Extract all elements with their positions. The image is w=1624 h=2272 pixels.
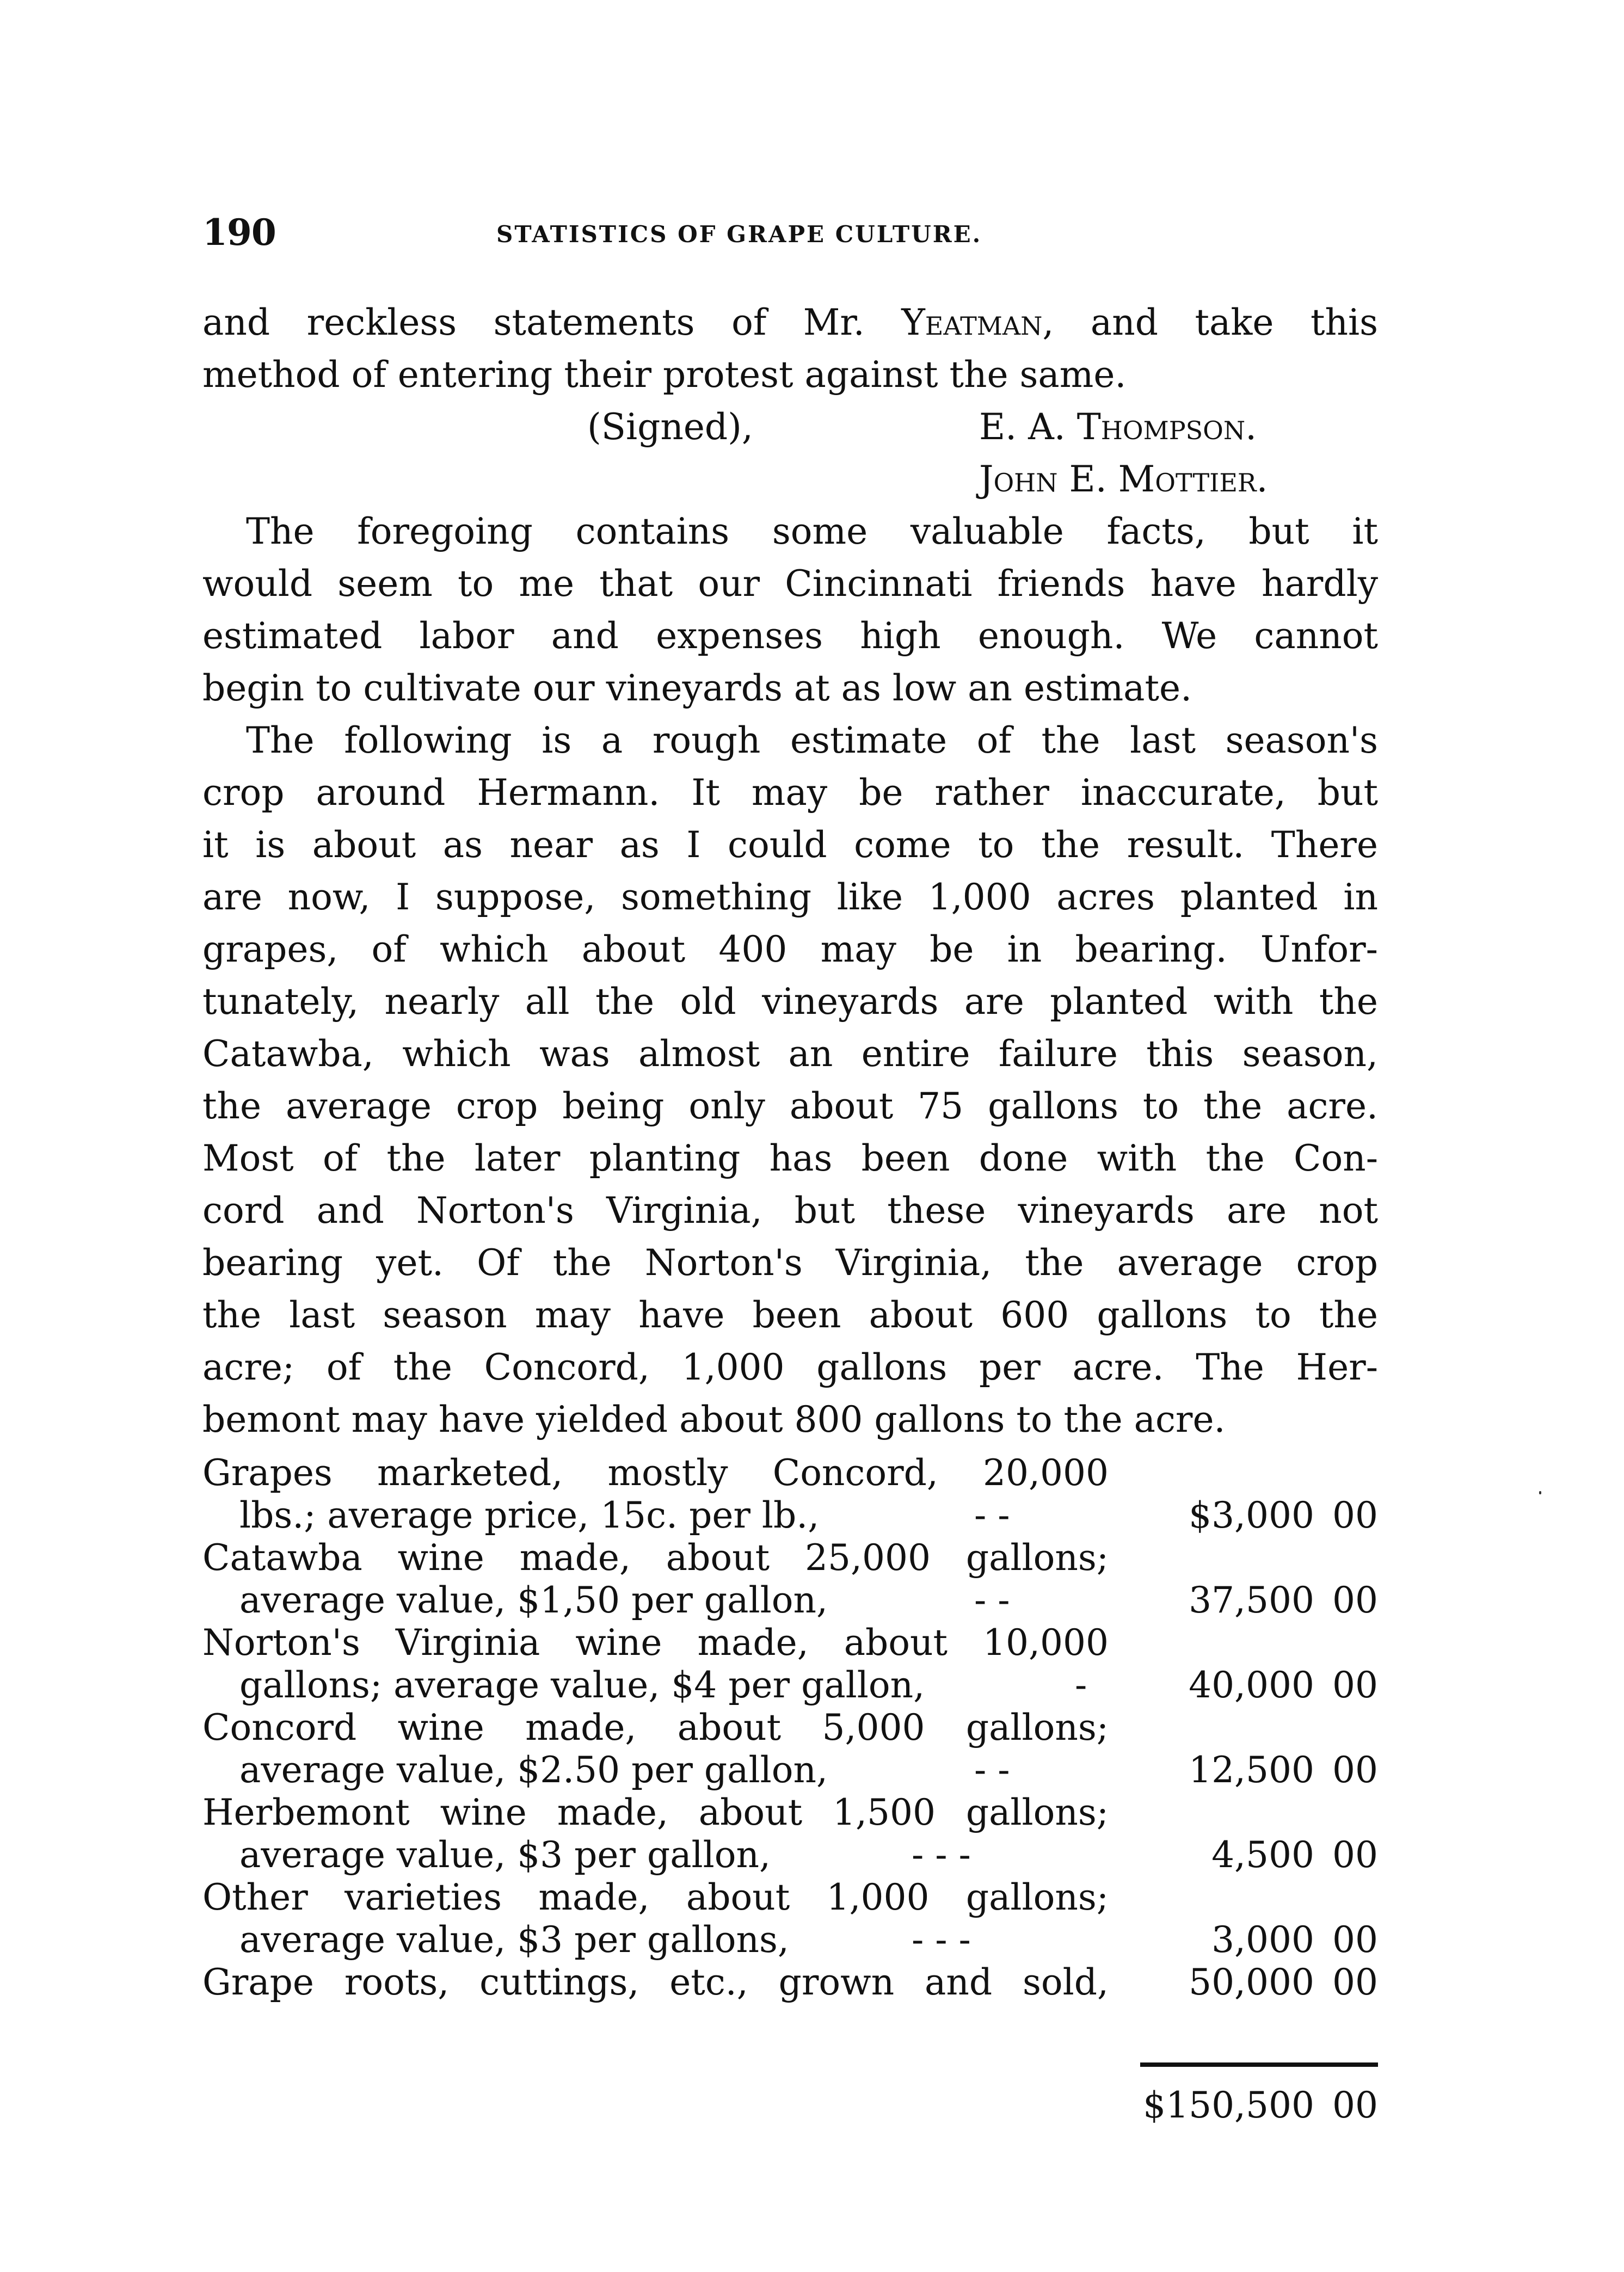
row-amount bbox=[1132, 1834, 1378, 1876]
paragraph-line: bearing yet. Of the Norton's Virginia, the average crop bbox=[202, 1242, 1378, 1284]
dot-leader: - - bbox=[974, 1579, 1010, 1621]
continuation-line bbox=[202, 297, 1378, 349]
row-description: Norton's Virginia wine made, about 10,000 bbox=[202, 1622, 1109, 1664]
amount-cents: 00 bbox=[1332, 1494, 1378, 1536]
row-description: Grape roots, cuttings, etc., grown and sold, bbox=[202, 1961, 1109, 2003]
row-amount bbox=[1132, 1961, 1378, 2004]
paragraph-line: crop around Hermann. It may be rather inaccurate, but bbox=[202, 772, 1378, 814]
amount-cents: 00 bbox=[1332, 1664, 1378, 1706]
dot-leader: - - - bbox=[912, 1919, 971, 1961]
continuation-text: method of entering their protest against the same. bbox=[202, 354, 1127, 396]
amount-dollars: 4,500 bbox=[1211, 1834, 1315, 1876]
amount-dollars: $3,000 bbox=[1189, 1494, 1315, 1536]
row-description-cont: average value, $3 per gallon, bbox=[239, 1834, 771, 1876]
paragraph-line: bemont may have yielded about 800 gallons to the acre. bbox=[202, 1399, 1226, 1440]
print-speck bbox=[1539, 1491, 1541, 1494]
row-description-cont: average value, $1,50 per gallon, bbox=[239, 1579, 828, 1621]
signatory-name: John E. Mottier. bbox=[979, 458, 1268, 500]
dot-leader: - bbox=[1075, 1664, 1087, 1706]
amount-dollars: 50,000 bbox=[1189, 1961, 1315, 2003]
amount-dollars: 12,500 bbox=[1189, 1749, 1315, 1791]
amount-cents: 00 bbox=[1332, 1749, 1378, 1791]
running-head bbox=[202, 211, 1378, 255]
amount-dollars: 3,000 bbox=[1211, 1919, 1315, 1961]
surname-smallcaps: Yeatman bbox=[901, 301, 1043, 343]
row-amount bbox=[1132, 1749, 1378, 1791]
total-dollars: $150,500 bbox=[1143, 2084, 1315, 2126]
continuation-line bbox=[202, 349, 1378, 401]
row-description: Grapes marketed, mostly Concord, 20,000 bbox=[202, 1452, 1109, 1494]
amount-cents: 00 bbox=[1332, 1961, 1378, 2003]
paragraph-line: the last season may have been about 600 gallons to the bbox=[202, 1294, 1378, 1336]
amount-cents: 00 bbox=[1332, 1919, 1378, 1961]
row-description-cont: gallons; average value, $4 per gallon, bbox=[239, 1664, 925, 1706]
row-description-cont: average value, $3 per gallons, bbox=[239, 1919, 789, 1961]
page-number: 190 bbox=[202, 211, 276, 254]
row-description: Herbemont wine made, about 1,500 gallons; bbox=[202, 1791, 1109, 1833]
paragraph-line: it is about as near as I could come to the result. There bbox=[202, 824, 1378, 866]
paragraph-line: grapes, of which about 400 may be in bearing. Unfor- bbox=[202, 928, 1378, 970]
row-amount bbox=[1132, 1664, 1378, 1707]
signatory-name: E. A. Thompson. bbox=[979, 406, 1257, 448]
paragraph-line: cord and Norton's Virginia, but these vineyards are not bbox=[202, 1190, 1378, 1232]
paragraph-line: would seem to me that our Cincinnati friends have hardly bbox=[202, 563, 1378, 605]
row-description: Catawba wine made, about 25,000 gallons; bbox=[202, 1537, 1109, 1579]
row-description-cont: average value, $2.50 per gallon, bbox=[239, 1749, 828, 1791]
row-description-cont: lbs.; average price, 15c. per lb., bbox=[239, 1494, 820, 1536]
paragraph-line: are now, I suppose, something like 1,000 acres planted in bbox=[202, 876, 1378, 918]
paragraph-line: Catawba, which was almost an entire failure this season, bbox=[202, 1033, 1378, 1075]
row-description: Other varieties made, about 1,000 gallons; bbox=[202, 1876, 1109, 1918]
row-description: Concord wine made, about 5,000 gallons; bbox=[202, 1707, 1109, 1748]
continuation-text: and reckless statements of Mr. Yeatman, and take this bbox=[202, 301, 1379, 343]
running-title: STATISTICS OF GRAPE CULTURE. bbox=[496, 221, 982, 248]
paragraph-line: tunately, nearly all the old vineyards are planted with the bbox=[202, 981, 1378, 1023]
row-amount bbox=[1132, 1919, 1378, 1961]
amount-cents: 00 bbox=[1332, 1579, 1378, 1621]
paragraph-line: acre; of the Concord, 1,000 gallons per acre. The Her- bbox=[202, 1346, 1378, 1388]
row-amount bbox=[1132, 1579, 1378, 1622]
amount-cents: 00 bbox=[1332, 1834, 1378, 1876]
dot-leader: - - bbox=[974, 1749, 1010, 1791]
row-amount bbox=[1132, 1494, 1378, 1537]
paragraph-line: the average crop being only about 75 gallons to the acre. bbox=[202, 1085, 1378, 1127]
paragraph-line: The following is a rough estimate of the last season's bbox=[246, 719, 1378, 761]
sum-rule bbox=[1140, 2062, 1378, 2067]
table-total bbox=[1132, 2084, 1378, 2127]
dot-leader: - - bbox=[974, 1494, 1010, 1536]
paragraph-line: estimated labor and expenses high enough. We cannot bbox=[202, 615, 1378, 657]
paragraph-line: Most of the later planting has been done with the Con- bbox=[202, 1137, 1378, 1179]
dot-leader: - - - bbox=[912, 1834, 971, 1876]
total-cents: 00 bbox=[1332, 2084, 1378, 2126]
paragraph-line: begin to cultivate our vineyards at as low an estimate. bbox=[202, 667, 1192, 709]
paragraph-line: The foregoing contains some valuable facts, but it bbox=[246, 510, 1378, 552]
amount-dollars: 40,000 bbox=[1189, 1664, 1315, 1706]
signature-label: (Signed), bbox=[587, 406, 753, 448]
amount-dollars: 37,500 bbox=[1189, 1579, 1315, 1621]
